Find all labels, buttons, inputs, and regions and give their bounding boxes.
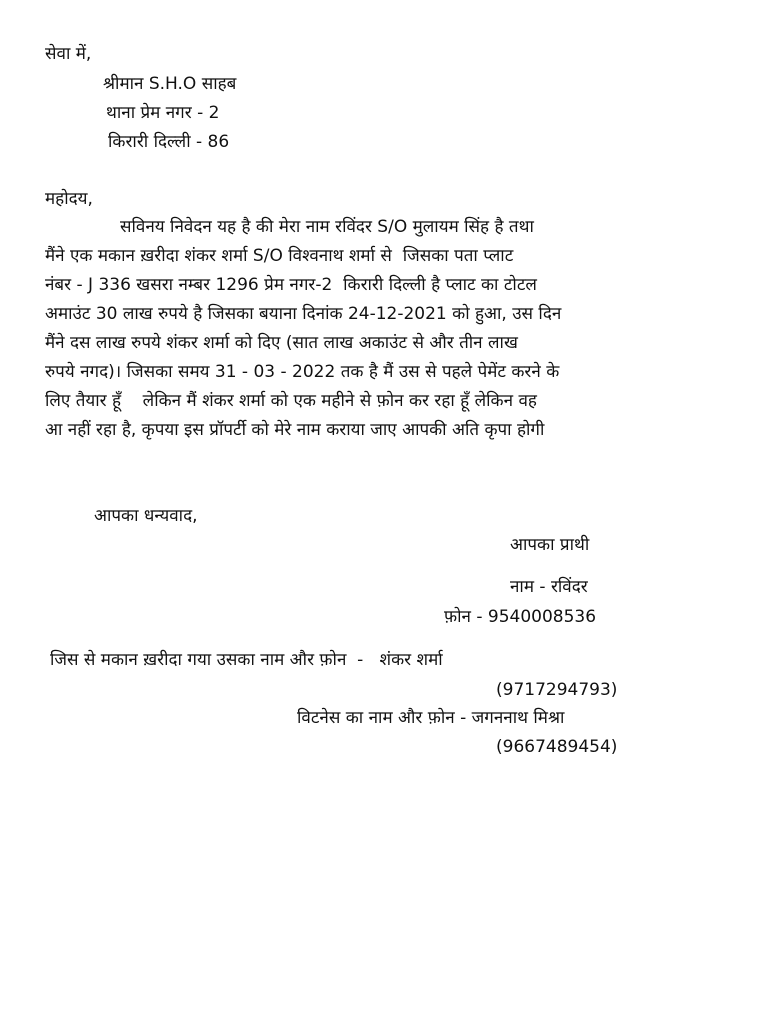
body-line-2: मैंने एक मकान ख़रीदा शंकर शर्मा S/O विश्वनाथ शर्मा से जिसका पता प्लाट — [45, 246, 514, 266]
body-line-4: अमाउंट 30 लाख रुपये है जिसका बयाना दिनांक 24-12-2021 को हुआ, उस दिन — [45, 304, 562, 324]
witness-phone: (9667489454) — [496, 737, 618, 757]
thanks-text: आपका धन्यवाद, — [94, 506, 198, 526]
recipient-line-2: थाना प्रेम नगर - 2 — [106, 103, 220, 123]
body-line-1: सविनय निवेदन यह है की मेरा नाम रविंदर S/O मुलायम सिंह है तथा — [120, 217, 534, 237]
body-line-7: लिए तैयार हूँ लेकिन मैं शंकर शर्मा को एक महीने से फ़ोन कर रहा हूँ लेकिन वह — [45, 391, 537, 411]
body-line-6: रुपये नगद)। जिसका समय 31 - 03 - 2022 तक है मैं उस से पहले पेमेंट करने के — [45, 362, 560, 382]
signoff-text: आपका प्राथी — [510, 535, 590, 555]
recipient-line-3: किरारी दिल्ली - 86 — [108, 132, 230, 152]
seller-info: जिस से मकान ख़रीदा गया उसका नाम और फ़ोन - शंकर शर्मा — [50, 650, 443, 670]
sender-name: नाम - रविंदर — [510, 577, 588, 597]
seller-phone: (9717294793) — [496, 680, 618, 700]
witness-info: विटनेस का नाम और फ़ोन - जगननाथ मिश्रा — [297, 708, 565, 728]
sender-phone: फ़ोन - 9540008536 — [444, 607, 597, 627]
salutation-to: सेवा में, — [45, 44, 92, 64]
body-line-8: आ नहीं रहा है, कृपया इस प्रॉपर्टी को मेरे नाम कराया जाए आपकी अति कृपा होगी — [45, 420, 545, 440]
body-line-5: मैंने दस लाख रुपये शंकर शर्मा को दिए (सात लाख अकाउंट से और तीन लाख — [45, 333, 518, 353]
greeting: महोदय, — [45, 189, 93, 209]
body-line-3: नंबर - J 336 खसरा नम्बर 1296 प्रेम नगर-2 किरारी दिल्ली है प्लाट का टोटल — [45, 275, 537, 295]
recipient-line-1: श्रीमान S.H.O साहब — [103, 74, 237, 94]
